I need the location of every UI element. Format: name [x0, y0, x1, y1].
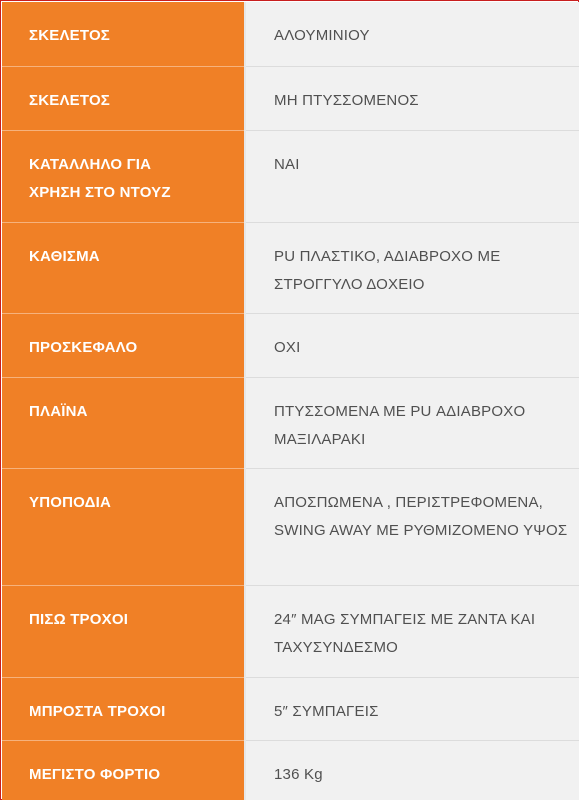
spec-label: ΠΙΣΩ ΤΡΟΧΟΙ	[2, 585, 245, 677]
spec-label: ΜΠΡΟΣΤΑ ΤΡΟΧΟΙ	[2, 677, 245, 740]
spec-label: ΚΑΘΙΣΜΑ	[2, 222, 245, 313]
table-row	[2, 66, 579, 130]
spec-table	[2, 2, 579, 800]
table-row	[2, 585, 579, 677]
table-row	[2, 377, 579, 468]
table-row	[2, 468, 579, 585]
spec-value: 24″ MAG ΣΥΜΠΑΓΕΙΣ ΜΕ ΖΑΝΤΑ ΚΑΙ ΤΑΧΥΣΥΝΔΕΣΜΟ	[245, 585, 579, 677]
table-row	[2, 222, 579, 313]
spec-value: 136 Kg	[245, 740, 579, 800]
spec-label: ΣΚΕΛΕΤΟΣ	[2, 2, 245, 66]
spec-value: ΝΑΙ	[245, 130, 579, 222]
spec-label: ΣΚΕΛΕΤΟΣ	[2, 66, 245, 130]
spec-label: ΜΕΓΙΣΤΟ ΦΟΡΤΙΟ	[2, 740, 245, 800]
spec-value: ΟΧΙ	[245, 313, 579, 377]
table-row	[2, 130, 579, 222]
table-row	[2, 313, 579, 377]
spec-value: ΑΠΟΣΠΩΜΕΝΑ , ΠΕΡΙΣΤΡΕΦΟΜΕΝΑ, SWING AWAY ΜΕ ΡΥΘΜΙΖΟΜΕΝΟ ΥΨΟΣ	[245, 468, 579, 585]
spec-value: ΜΗ ΠΤΥΣΣΟΜΕΝΟΣ	[245, 66, 579, 130]
spec-label: ΠΡΟΣΚΕΦΑΛΟ	[2, 313, 245, 377]
spec-value: ΑΛΟΥΜΙΝΙΟΥ	[245, 2, 579, 66]
table-row	[2, 2, 579, 66]
table-row	[2, 740, 579, 800]
spec-value: ΠΤΥΣΣΟΜΕΝΑ ΜΕ PU ΑΔΙΑΒΡΟΧΟ ΜΑΞΙΛΑΡΑΚΙ	[245, 377, 579, 468]
spec-value: PU ΠΛΑΣΤΙΚΟ, ΑΔΙΑΒΡΟΧΟ ΜΕ ΣΤΡΟΓΓΥΛΟ ΔΟΧΕΙΟ	[245, 222, 579, 313]
spec-label: ΚΑΤΑΛΛΗΛΟ ΓΙΑ ΧΡΗΣΗ ΣΤΟ ΝΤΟΥΖ	[2, 130, 245, 222]
spec-value: 5″ ΣΥΜΠΑΓΕΙΣ	[245, 677, 579, 740]
table-row	[2, 677, 579, 740]
spec-label: ΥΠΟΠΟΔΙΑ	[2, 468, 245, 585]
spec-label: ΠΛΑΪΝΑ	[2, 377, 245, 468]
